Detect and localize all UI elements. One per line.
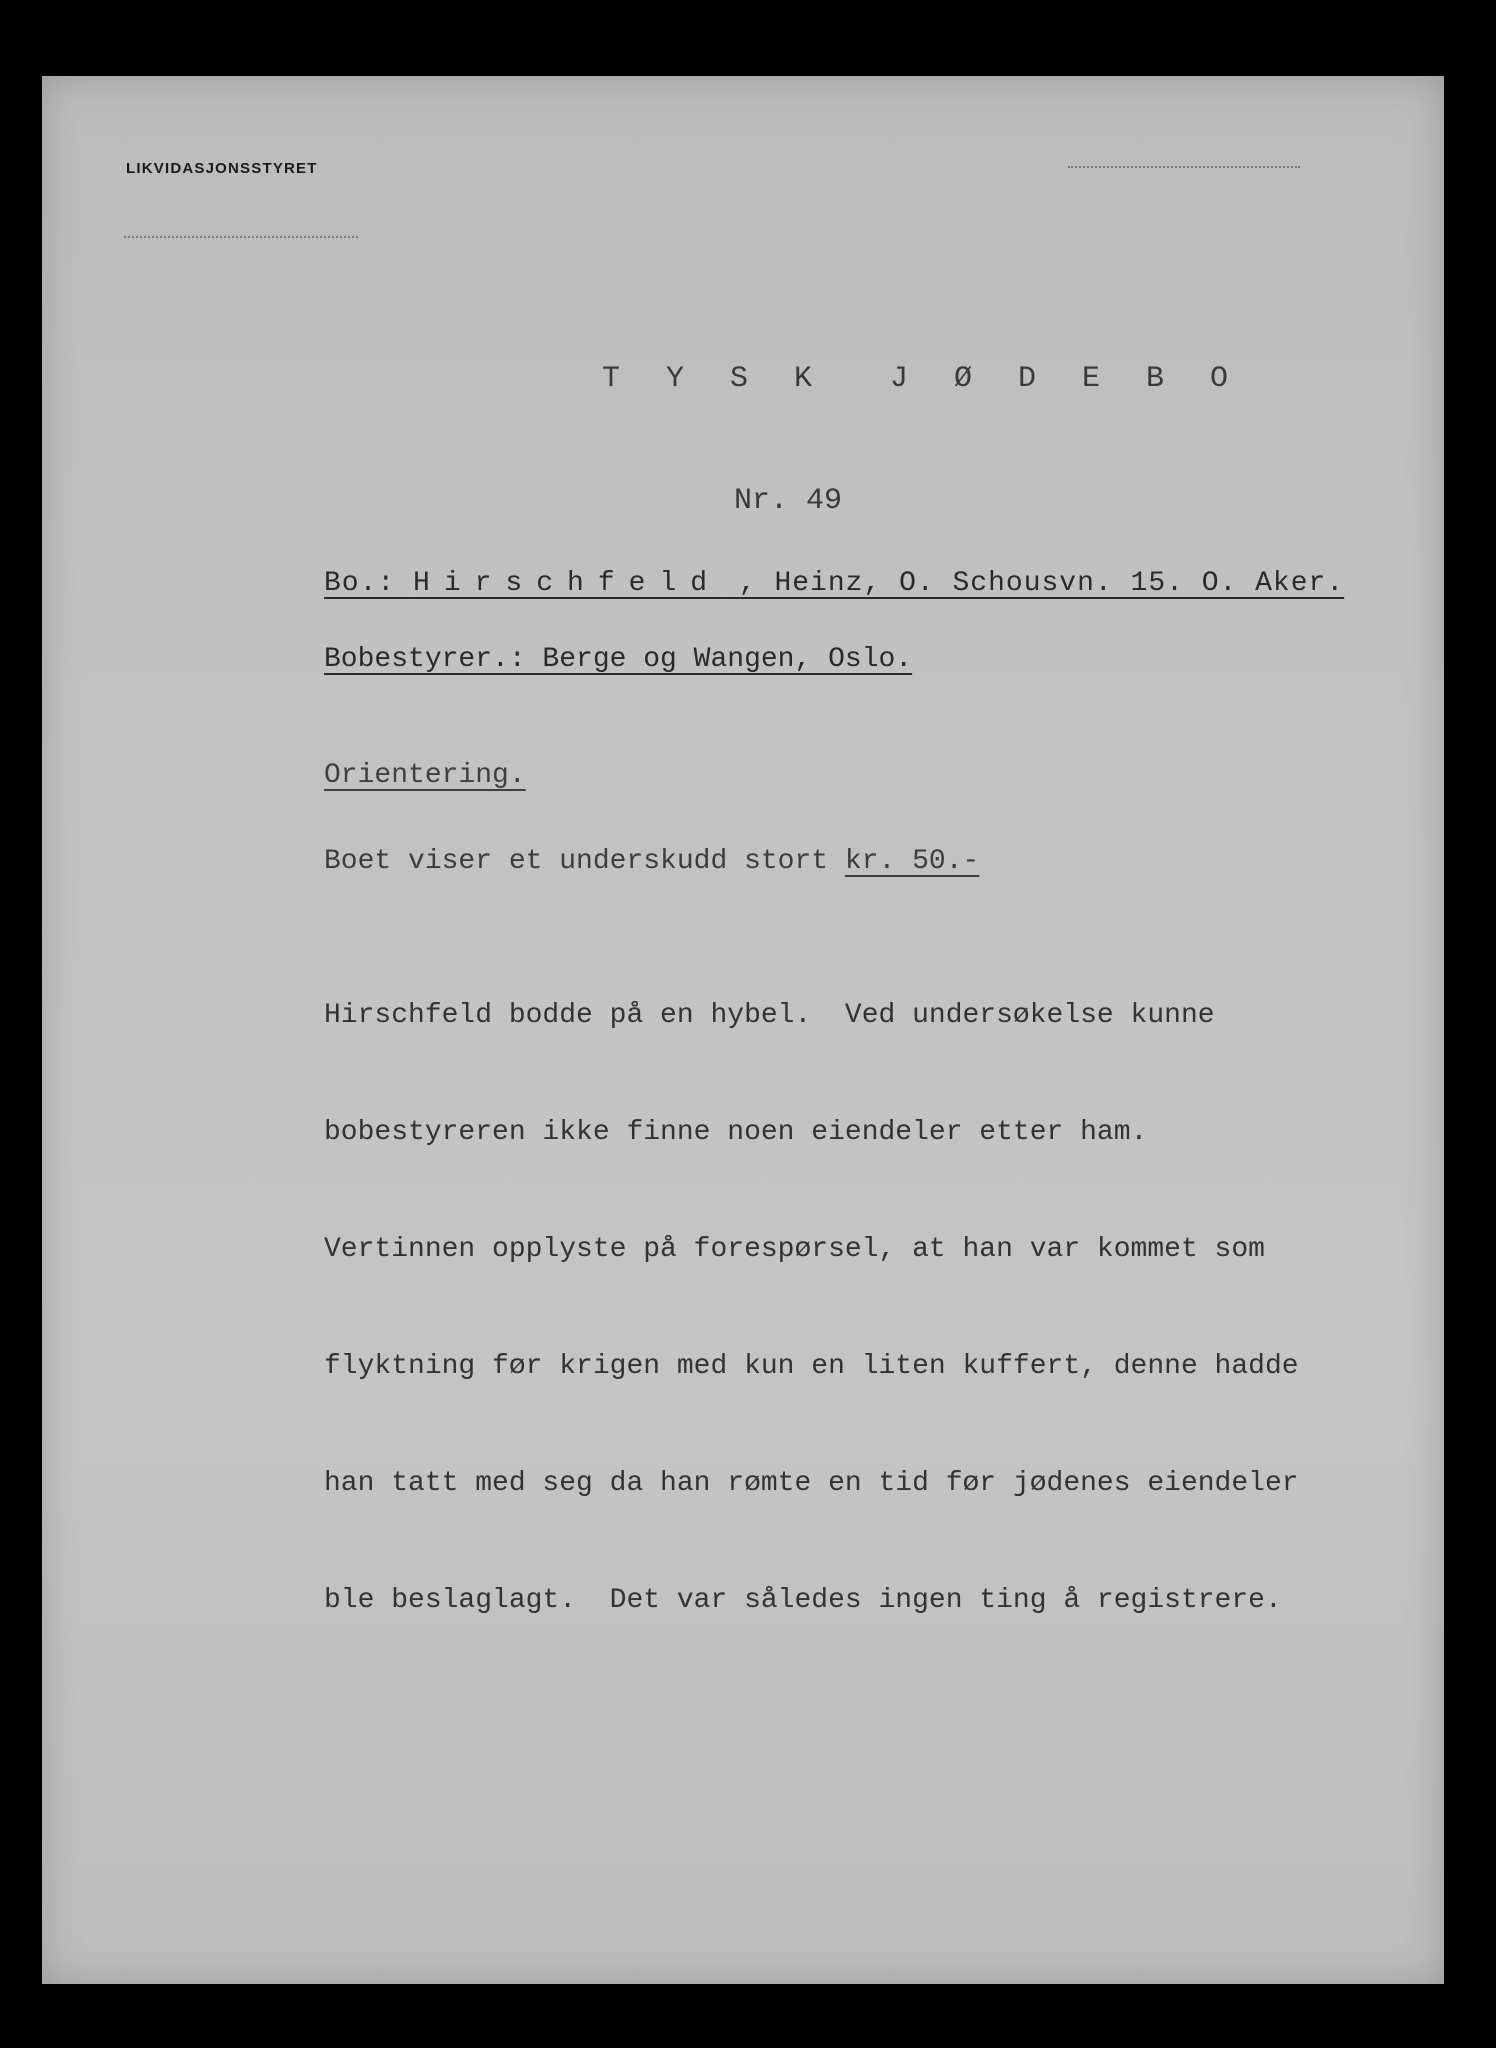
administrator-line: Bobestyrer.: Berge og Wangen, Oslo. bbox=[324, 644, 913, 675]
dotted-line-top-right bbox=[1068, 166, 1300, 168]
paragraph-line: bobestyreren ikke finne noen eiendeler etter ham. bbox=[324, 1117, 1148, 1148]
paragraph-line: flyktning før krigen med kun en liten kuffert, denne hadde bbox=[324, 1351, 1299, 1382]
deficit-amount: kr. 50.- bbox=[844, 846, 980, 877]
estate-line bbox=[324, 568, 1344, 599]
body-paragraph bbox=[324, 918, 1299, 1698]
deficit-line bbox=[324, 846, 979, 877]
paragraph-line: Hirschfeld bodde på en hybel. Ved undersøkelse kunne bbox=[324, 1000, 1215, 1031]
section-heading: Orientering. bbox=[324, 760, 526, 791]
estate-details: , Heinz, O. Schousvn. 15. O. Aker. bbox=[721, 568, 1345, 599]
paragraph-line: ble beslaglagt. Det var således ingen ting å registrere. bbox=[324, 1585, 1282, 1616]
estate-label: Bo.: bbox=[324, 568, 414, 599]
dotted-line-left bbox=[124, 236, 358, 238]
paper-sheet bbox=[42, 76, 1444, 1984]
document-number: Nr. 49 bbox=[734, 484, 843, 518]
document-title: T Y S K J Ø D E B O bbox=[602, 362, 1243, 396]
org-header: LIKVIDASJONSSTYRET bbox=[126, 160, 318, 177]
paragraph-line: han tatt med seg da han rømte en tid før jødenes eiendeler bbox=[324, 1468, 1299, 1499]
deficit-text: Boet viser et underskudd stort bbox=[324, 846, 845, 877]
paragraph-line: Vertinnen opplyste på forespørsel, at han var kommet som bbox=[324, 1234, 1265, 1265]
estate-surname: Hirschfeld bbox=[413, 568, 722, 599]
